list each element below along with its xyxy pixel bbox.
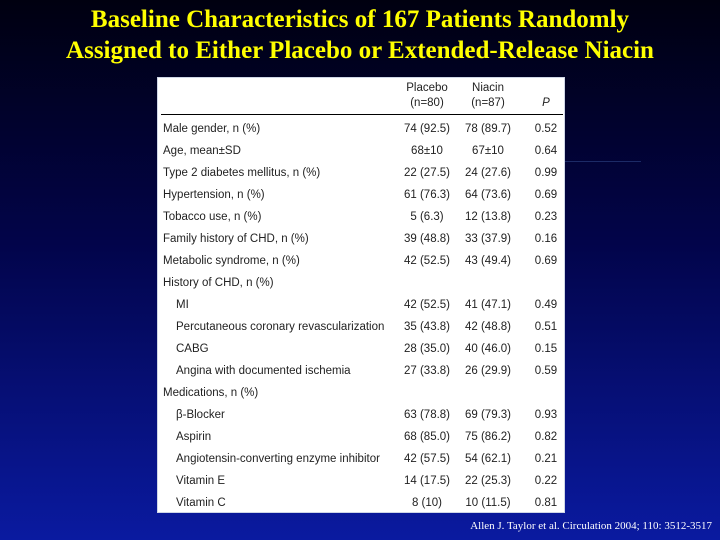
row-p-value: 0.22 xyxy=(534,475,558,487)
row-label: Type 2 diabetes mellitus, n (%) xyxy=(163,167,321,179)
table-row xyxy=(161,294,563,316)
row-placebo-value: 68±10 xyxy=(411,145,443,157)
row-niacin-value: 43 (49.4) xyxy=(464,255,512,267)
row-niacin-value: 24 (27.6) xyxy=(464,167,512,179)
row-label: Angina with documented ischemia xyxy=(176,365,351,377)
row-label: Angiotensin-converting enzyme inhibitor xyxy=(176,453,380,465)
table-row xyxy=(161,404,563,426)
table-row xyxy=(161,184,563,206)
row-p-value: 0.51 xyxy=(534,321,558,333)
row-p-value: 0.69 xyxy=(534,189,558,201)
table-row xyxy=(161,470,563,492)
row-p-value: 0.21 xyxy=(534,453,558,465)
row-p-value: 0.15 xyxy=(534,343,558,355)
row-label: Family history of CHD, n (%) xyxy=(163,233,309,245)
table-row xyxy=(161,228,563,250)
row-placebo-value: 74 (92.5) xyxy=(403,123,451,135)
row-placebo-value: 61 (76.3) xyxy=(403,189,451,201)
row-niacin-value: 67±10 xyxy=(472,145,504,157)
row-placebo-value: 27 (33.8) xyxy=(403,365,451,377)
row-niacin-value: 12 (13.8) xyxy=(464,211,512,223)
row-label: Vitamin E xyxy=(176,475,226,487)
row-label: Age, mean±SD xyxy=(163,145,241,157)
row-p-value: 0.93 xyxy=(534,409,558,421)
row-p-value: 0.16 xyxy=(534,233,558,245)
table-row xyxy=(161,338,563,360)
row-label: MI xyxy=(176,299,189,311)
row-placebo-value: 42 (57.5) xyxy=(403,453,451,465)
row-p-value: 0.23 xyxy=(534,211,558,223)
table-row xyxy=(161,162,563,184)
row-placebo-value: 42 (52.5) xyxy=(403,255,451,267)
row-placebo-value: 35 (43.8) xyxy=(403,321,451,333)
row-label: β-Blocker xyxy=(176,409,225,421)
header-placebo-n: (n=80) xyxy=(410,97,444,109)
row-niacin-value: 33 (37.9) xyxy=(464,233,512,245)
row-placebo-value: 39 (48.8) xyxy=(403,233,451,245)
row-niacin-value: 64 (73.6) xyxy=(464,189,512,201)
header-niacin: Niacin xyxy=(472,82,504,94)
table-row xyxy=(161,140,563,162)
row-niacin-value: 78 (89.7) xyxy=(464,123,512,135)
row-p-value: 0.52 xyxy=(534,123,558,135)
row-niacin-value: 10 (11.5) xyxy=(465,497,511,509)
row-niacin-value: 22 (25.3) xyxy=(464,475,512,487)
table-row xyxy=(161,382,563,404)
slide-title-line-1: Baseline Characteristics of 167 Patients Randomly xyxy=(90,6,630,33)
row-placebo-value: 8 (10) xyxy=(411,497,443,509)
row-label: Aspirin xyxy=(176,431,212,443)
table-row xyxy=(161,250,563,272)
row-placebo-value: 42 (52.5) xyxy=(403,299,451,311)
row-p-value: 0.81 xyxy=(534,497,558,509)
table-row xyxy=(161,316,563,338)
row-label: Metabolic syndrome, n (%) xyxy=(163,255,300,267)
row-placebo-value: 22 (27.5) xyxy=(403,167,451,179)
row-placebo-value: 28 (35.0) xyxy=(403,343,451,355)
row-label: History of CHD, n (%) xyxy=(163,277,274,289)
decorative-line xyxy=(565,161,641,162)
baseline-table xyxy=(157,77,565,513)
header-placebo: Placebo xyxy=(406,82,448,94)
row-niacin-value: 75 (86.2) xyxy=(464,431,512,443)
citation: Allen J. Taylor et al. Circulation 2004; 110: 3512-3517 xyxy=(470,520,712,532)
row-placebo-value: 63 (78.8) xyxy=(403,409,451,421)
slide-title xyxy=(0,4,720,66)
table-row xyxy=(161,272,563,294)
table-row xyxy=(161,360,563,382)
row-p-value: 0.59 xyxy=(534,365,558,377)
table-row xyxy=(161,426,563,448)
row-niacin-value: 42 (48.8) xyxy=(464,321,512,333)
row-label: Tobacco use, n (%) xyxy=(163,211,262,223)
row-label: Vitamin C xyxy=(176,497,226,509)
row-niacin-value: 54 (62.1) xyxy=(464,453,512,465)
header-p-value: P xyxy=(542,97,550,109)
table-row xyxy=(161,448,563,470)
row-p-value: 0.49 xyxy=(534,299,558,311)
row-placebo-value: 5 (6.3) xyxy=(410,211,444,223)
header-niacin-n: (n=87) xyxy=(471,97,505,109)
table-row xyxy=(161,118,563,140)
row-label: Hypertension, n (%) xyxy=(163,189,265,201)
table-row xyxy=(161,492,563,514)
row-p-value: 0.64 xyxy=(534,145,558,157)
row-placebo-value: 68 (85.0) xyxy=(403,431,451,443)
row-p-value: 0.82 xyxy=(534,431,558,443)
row-niacin-value: 69 (79.3) xyxy=(464,409,512,421)
row-label: Male gender, n (%) xyxy=(163,123,261,135)
row-niacin-value: 40 (46.0) xyxy=(464,343,512,355)
row-placebo-value: 14 (17.5) xyxy=(403,475,451,487)
row-label: Medications, n (%) xyxy=(163,387,259,399)
row-label: CABG xyxy=(176,343,209,355)
row-niacin-value: 26 (29.9) xyxy=(464,365,512,377)
slide-title-line-2: Assigned to Either Placebo or Extended-Release Niacin xyxy=(66,37,654,64)
row-p-value: 0.99 xyxy=(534,167,558,179)
row-label: Percutaneous coronary revascularization xyxy=(176,321,385,333)
table-header xyxy=(161,78,563,115)
table-row xyxy=(161,206,563,228)
row-niacin-value: 41 (47.1) xyxy=(464,299,512,311)
row-p-value: 0.69 xyxy=(534,255,558,267)
